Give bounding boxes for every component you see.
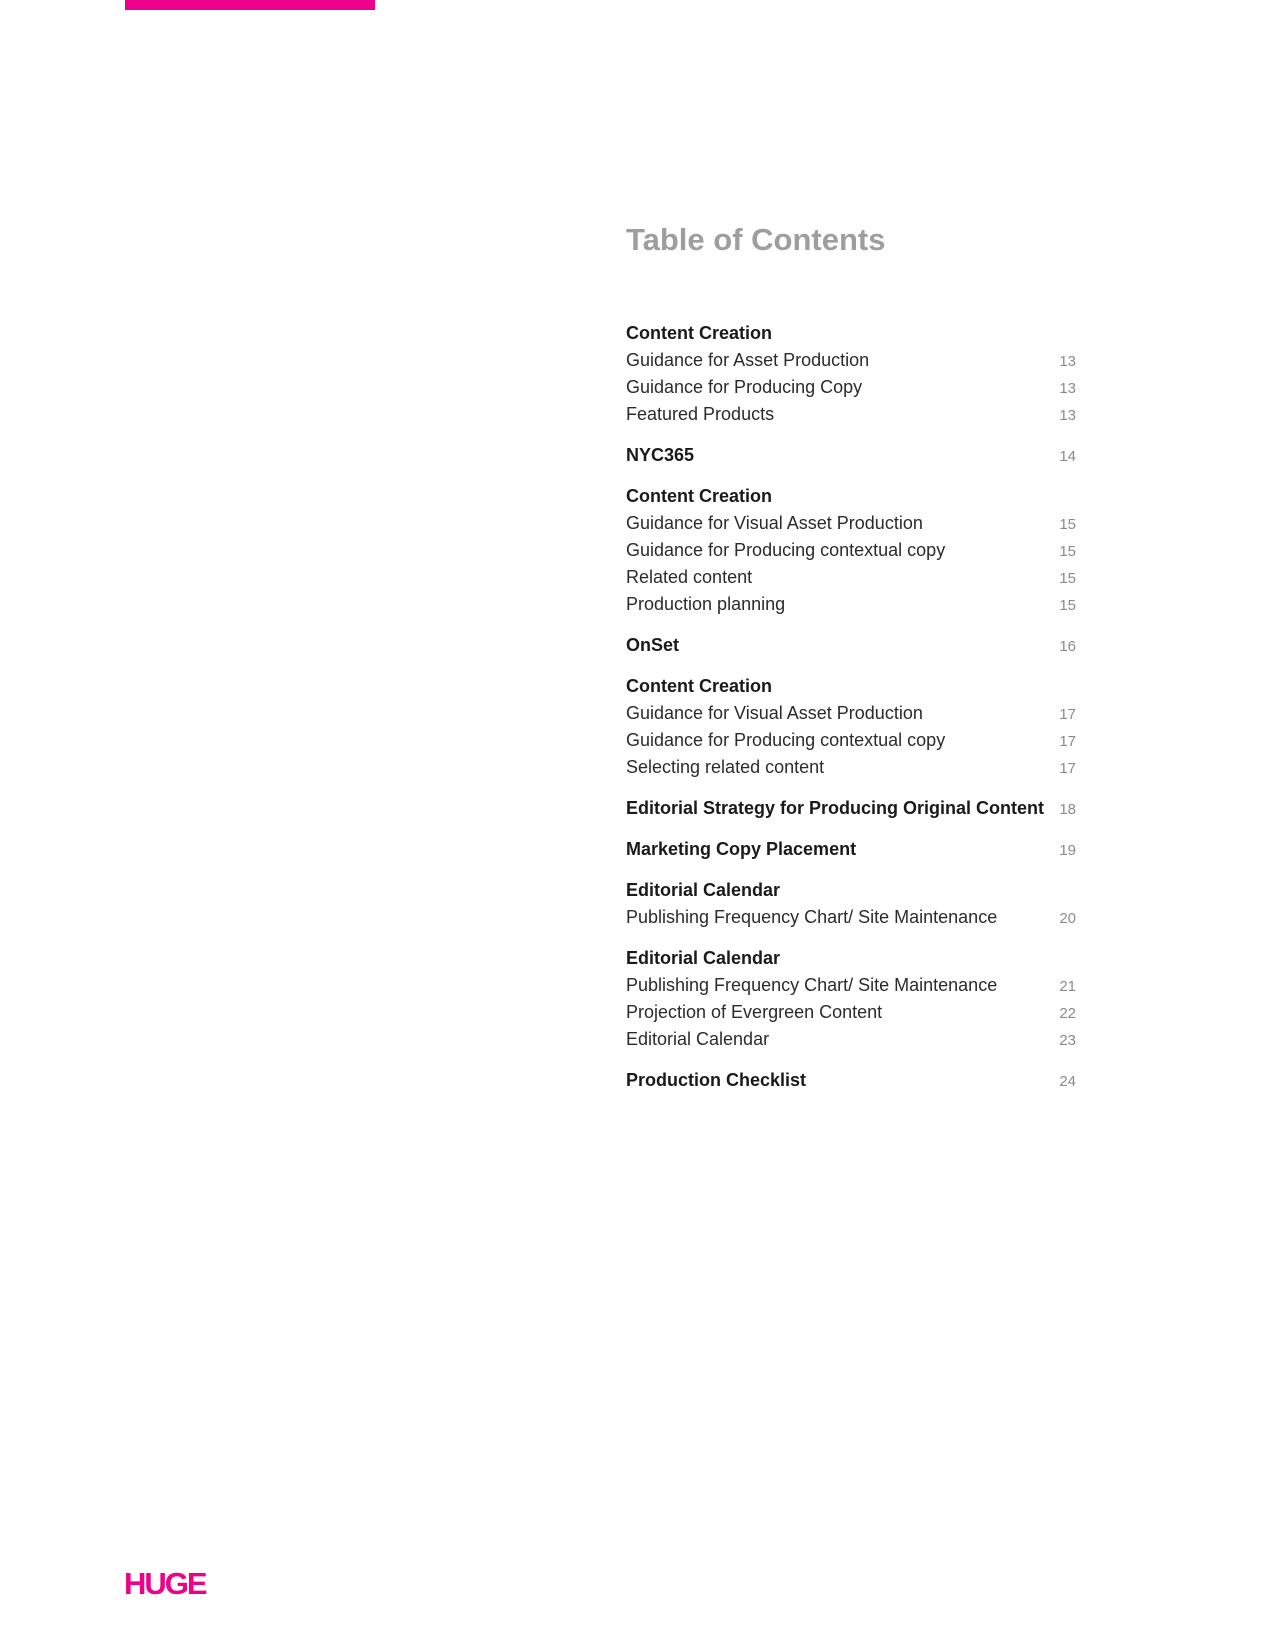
toc-page-number: 17 xyxy=(1059,760,1076,777)
toc-entry-label: Selecting related content xyxy=(626,757,825,777)
toc-heading: NYC365 xyxy=(626,445,695,465)
toc-entry[interactable] xyxy=(626,972,1076,999)
toc-entry-label: Guidance for Visual Asset Production xyxy=(626,703,923,723)
toc-entry[interactable] xyxy=(626,904,1076,931)
toc-page-number: 23 xyxy=(1059,1032,1076,1049)
toc-entry-label: Production planning xyxy=(626,594,786,614)
toc-page-number: 15 xyxy=(1059,516,1076,533)
toc-heading-row[interactable] xyxy=(626,1067,1076,1094)
toc-entry[interactable] xyxy=(626,510,1076,537)
toc-entry-label: Featured Products xyxy=(626,404,775,424)
toc-entry-label: Guidance for Producing contextual copy xyxy=(626,730,946,750)
toc-heading: Production Checklist xyxy=(626,1070,807,1090)
toc-entry[interactable] xyxy=(626,591,1076,618)
huge-logo: HUGE xyxy=(124,1566,206,1601)
toc-heading-row[interactable] xyxy=(626,442,1076,469)
toc-page-number: 17 xyxy=(1059,733,1076,750)
toc-entry-label: Guidance for Visual Asset Production xyxy=(626,513,923,533)
toc-section xyxy=(626,795,1076,822)
toc-page-number: 18 xyxy=(1059,801,1076,818)
toc-page-number: 20 xyxy=(1059,910,1076,927)
toc-entry[interactable] xyxy=(626,727,1076,754)
toc-heading: Marketing Copy Placement xyxy=(626,839,857,859)
page-title: Table of Contents xyxy=(626,222,886,257)
toc-heading-row[interactable] xyxy=(626,945,1076,972)
toc-entry-label: Publishing Frequency Chart/ Site Maintenance xyxy=(626,975,998,995)
toc-heading-row[interactable] xyxy=(626,877,1076,904)
toc-section xyxy=(626,320,1076,428)
toc-page-number: 15 xyxy=(1059,543,1076,560)
toc-entry-label: Guidance for Producing contextual copy xyxy=(626,540,946,560)
toc-entry-label: Related content xyxy=(626,567,753,587)
toc-heading: Content Creation xyxy=(626,323,772,343)
toc-section xyxy=(626,632,1076,659)
toc-section xyxy=(626,673,1076,781)
toc-entry[interactable] xyxy=(626,347,1076,374)
toc-page-number: 22 xyxy=(1059,1005,1076,1022)
toc-page-number: 17 xyxy=(1059,706,1076,723)
toc-page-number: 15 xyxy=(1059,570,1076,587)
toc-page-number: 19 xyxy=(1059,842,1076,859)
toc-page-number: 15 xyxy=(1059,597,1076,614)
toc-section xyxy=(626,442,1076,469)
toc-page-number: 16 xyxy=(1059,638,1076,655)
toc-page-number: 24 xyxy=(1059,1073,1076,1090)
toc-entry-label: Guidance for Producing Copy xyxy=(626,377,863,397)
toc-section xyxy=(626,836,1076,863)
toc-entry[interactable] xyxy=(626,1026,1076,1053)
toc-page-number: 14 xyxy=(1059,448,1076,465)
toc-heading-row[interactable] xyxy=(626,320,1076,347)
toc-page-number: 21 xyxy=(1059,978,1076,995)
toc-entry-label: Guidance for Asset Production xyxy=(626,350,870,370)
toc-entry[interactable] xyxy=(626,700,1076,727)
toc-heading-row[interactable] xyxy=(626,836,1076,863)
toc-heading: Editorial Calendar xyxy=(626,948,781,968)
toc-section xyxy=(626,945,1076,1053)
toc-heading-row[interactable] xyxy=(626,632,1076,659)
toc-entry[interactable] xyxy=(626,754,1076,781)
toc-heading: Content Creation xyxy=(626,676,772,696)
toc-heading-row[interactable] xyxy=(626,483,1076,510)
toc-section xyxy=(626,483,1076,618)
toc-heading: Editorial Strategy for Producing Original Content xyxy=(626,798,1045,818)
toc-entry[interactable] xyxy=(626,999,1076,1026)
toc-entry[interactable] xyxy=(626,537,1076,564)
toc-heading: Content Creation xyxy=(626,486,772,506)
toc-section xyxy=(626,1067,1076,1094)
toc-page-number: 13 xyxy=(1059,380,1076,397)
toc-entry-label: Publishing Frequency Chart/ Site Maintenance xyxy=(626,907,998,927)
top-accent-bar xyxy=(125,0,375,10)
toc-list xyxy=(626,320,1076,1108)
toc-entry[interactable] xyxy=(626,374,1076,401)
toc-page-number: 13 xyxy=(1059,407,1076,424)
toc-page-number: 13 xyxy=(1059,353,1076,370)
toc-section xyxy=(626,877,1076,931)
toc-entry-label: Projection of Evergreen Content xyxy=(626,1002,883,1022)
toc-entry-label: Editorial Calendar xyxy=(626,1029,770,1049)
toc-heading-row[interactable] xyxy=(626,673,1076,700)
toc-heading: OnSet xyxy=(626,635,680,655)
toc-entry[interactable] xyxy=(626,401,1076,428)
toc-heading: Editorial Calendar xyxy=(626,880,781,900)
toc-heading-row[interactable] xyxy=(626,795,1076,822)
toc-entry[interactable] xyxy=(626,564,1076,591)
